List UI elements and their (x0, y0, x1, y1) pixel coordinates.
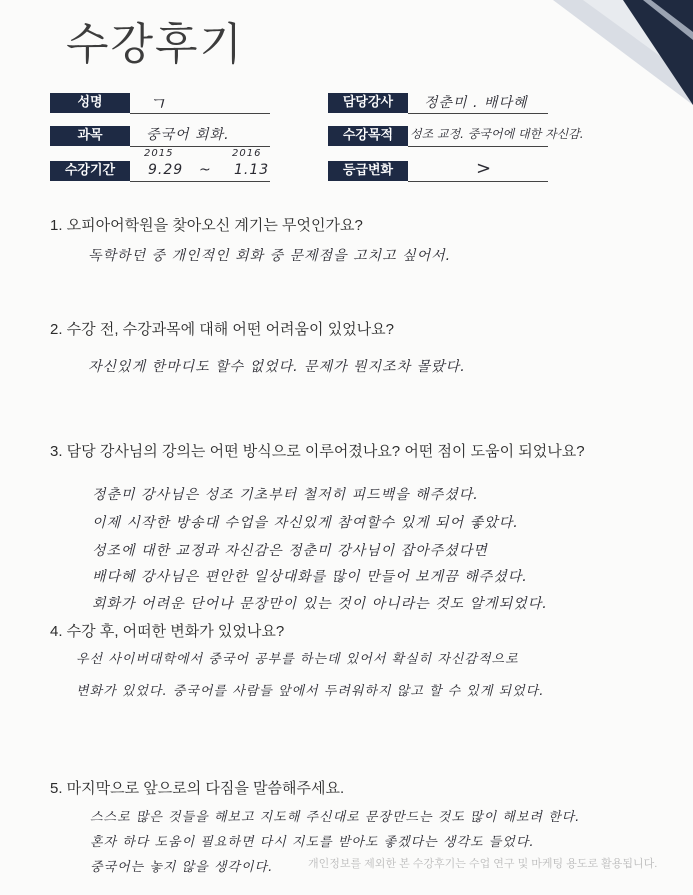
answer-1-line-1: 독학하던 중 개인적인 회화 중 문제점을 고치고 싶어서. (88, 248, 452, 264)
answer-3-line-1: 정춘미 강사님은 성조 기초부터 철저히 피드백을 해주셨다. (92, 487, 479, 503)
corner-decoration (533, 0, 693, 120)
name-label: 성명 (50, 93, 130, 113)
question-1: 1. 오피아어학원을 찾아오신 계기는 무엇인가요? (50, 217, 363, 234)
answer-5-line-2: 혼자 하다 도움이 필요하면 다시 지도를 받아도 좋겠다는 생각도 들었다. (90, 835, 535, 850)
answer-4-line-2: 변화가 있었다. 중국어를 사람들 앞에서 두려워하지 않고 할 수 있게 되었다. (76, 684, 545, 699)
answer-2-line-1: 자신있게 한마디도 할수 없었다. 문제가 뭔지조차 몰랐다. (88, 359, 466, 375)
teacher-underline (408, 113, 548, 114)
name-value: ㄱ (148, 94, 167, 115)
question-4: 4. 수강 후, 어떠한 변화가 있었나요? (50, 623, 285, 640)
grade-underline (408, 181, 548, 182)
teacher-value: 정춘미 . 배다혜 (424, 95, 528, 111)
privacy-notice: 개인정보를 제외한 본 수강후기는 수업 연구 및 마케팅 용도로 활용됩니다. (308, 858, 658, 870)
subject-label: 과목 (50, 126, 130, 146)
answer-5-line-3: 중국어는 놓지 않을 생각이다. (90, 860, 274, 875)
period-separator: ~ (199, 162, 212, 178)
grade-label: 등급변화 (328, 161, 408, 181)
period-start: 9.29 (148, 162, 184, 178)
answer-3-line-3: 성조에 대한 교정과 자신감은 정춘미 강사님이 잡아주셨다면 (92, 543, 488, 559)
answer-3-line-5: 회화가 어려운 단어나 문장만이 있는 것이 아니라는 것도 알게되었다. (92, 596, 548, 612)
teacher-label: 담당강사 (328, 93, 408, 113)
period-underline (130, 181, 270, 182)
period-end: 1.13 (234, 162, 270, 178)
answer-3-line-2: 이제 시작한 방송대 수업을 자신있게 참여할수 있게 되어 좋았다. (92, 515, 519, 531)
answer-5-line-1: 스스로 많은 것들을 해보고 지도해 주신대로 문장만드는 것도 많이 해보려 한다. (90, 810, 581, 825)
purpose-underline (408, 146, 548, 147)
period-start-year: 2015 (144, 148, 174, 159)
subject-underline (130, 146, 270, 147)
answer-4-line-1: 우선 사이버대학에서 중국어 공부를 하는데 있어서 확실히 자신감적으로 (76, 652, 519, 667)
purpose-value: 성조 교정. 중국어에 대한 자신감. (410, 127, 584, 141)
period-end-year: 2016 (232, 148, 262, 159)
subject-value: 중국어 회화. (146, 127, 230, 143)
period-label: 수강기간 (50, 161, 130, 181)
question-2: 2. 수강 전, 수강과목에 대해 어떤 어려움이 있었나요? (50, 321, 394, 338)
answer-3-line-4: 배다혜 강사님은 편안한 일상대화를 많이 만들어 보게끔 해주셨다. (92, 569, 528, 585)
page-title: 수강후기 (66, 19, 245, 70)
question-3: 3. 담당 강사님의 강의는 어떤 방식으로 이루어졌나요? 어떤 점이 도움이 되었나요? (50, 443, 585, 460)
grade-value: > (476, 158, 493, 179)
question-5: 5. 마지막으로 앞으로의 다짐을 말씀해주세요. (50, 780, 345, 797)
purpose-label: 수강목적 (328, 126, 408, 146)
